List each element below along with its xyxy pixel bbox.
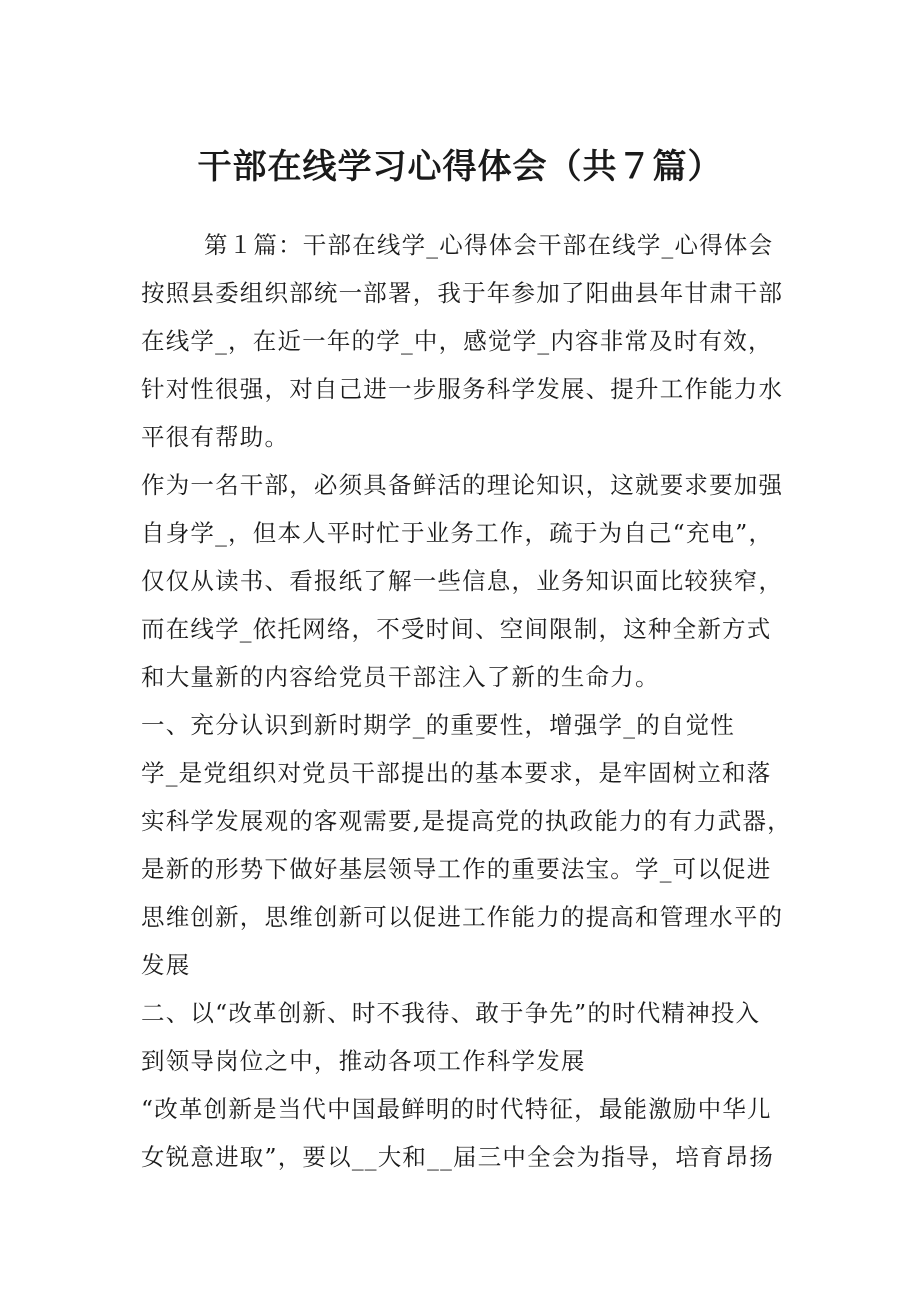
text-line: 是新的形势下做好基层领导工作的重要法宝。学_可以促进 — [141, 855, 772, 883]
text-line: 思维创新，思维创新可以促进工作能力的提高和管理水平的 — [141, 903, 784, 931]
text-line: “改革创新是当代中国最鲜明的时代特征，最能激励中华儿 — [141, 1095, 772, 1123]
text-line: 实科学发展观的客观需要,是提高党的执政能力的有力武器， — [141, 807, 792, 835]
text-line: 第１篇：干部在线学_心得体会干部在线学_心得体会 — [204, 231, 774, 259]
text-line: 针对性很强，对自己进一步服务科学发展、提升工作能力水 — [141, 375, 784, 403]
text-line: 自身学_，但本人平时忙于业务工作，疏于为自己“充电”， — [141, 519, 774, 547]
text-line: 平很有帮助。 — [141, 423, 290, 451]
text-line: 和大量新的内容给党员干部注入了新的生命力。 — [141, 663, 660, 691]
text-line: 作为一名干部，必须具备鲜活的理论知识，这就要求要加强 — [141, 471, 784, 499]
text-line: 而在线学_依托网络，不受时间、空间限制，这种全新方式 — [141, 615, 772, 643]
section-heading: 到领导岗位之中，推动各项工作科学发展 — [141, 1047, 586, 1075]
section-heading: 二、以“改革创新、时不我待、敢于争先”的时代精神投入 — [141, 999, 761, 1027]
text-line: 按照县委组织部统一部署，我于年参加了阳曲县年甘肃干部 — [141, 279, 784, 307]
text-line: 发展 — [141, 951, 191, 979]
document-title: 干部在线学习心得体会（共７篇） — [197, 147, 723, 187]
text-line: 学_是党组织对党员干部提出的基本要求，是牢固树立和落 — [141, 759, 772, 787]
text-line: 仅仅从读书、看报纸了解一些信息，业务知识面比较狭窄， — [141, 567, 784, 595]
text-line: 在线学_，在近一年的学_中，感觉学_内容非常及时有效， — [141, 327, 773, 355]
section-heading: 一、充分认识到新时期学_的重要性，增强学_的自觉性 — [141, 711, 735, 739]
text-line: 女锐意进取”，要以__大和__届三中全会为指导，培育昂扬 — [141, 1143, 775, 1171]
